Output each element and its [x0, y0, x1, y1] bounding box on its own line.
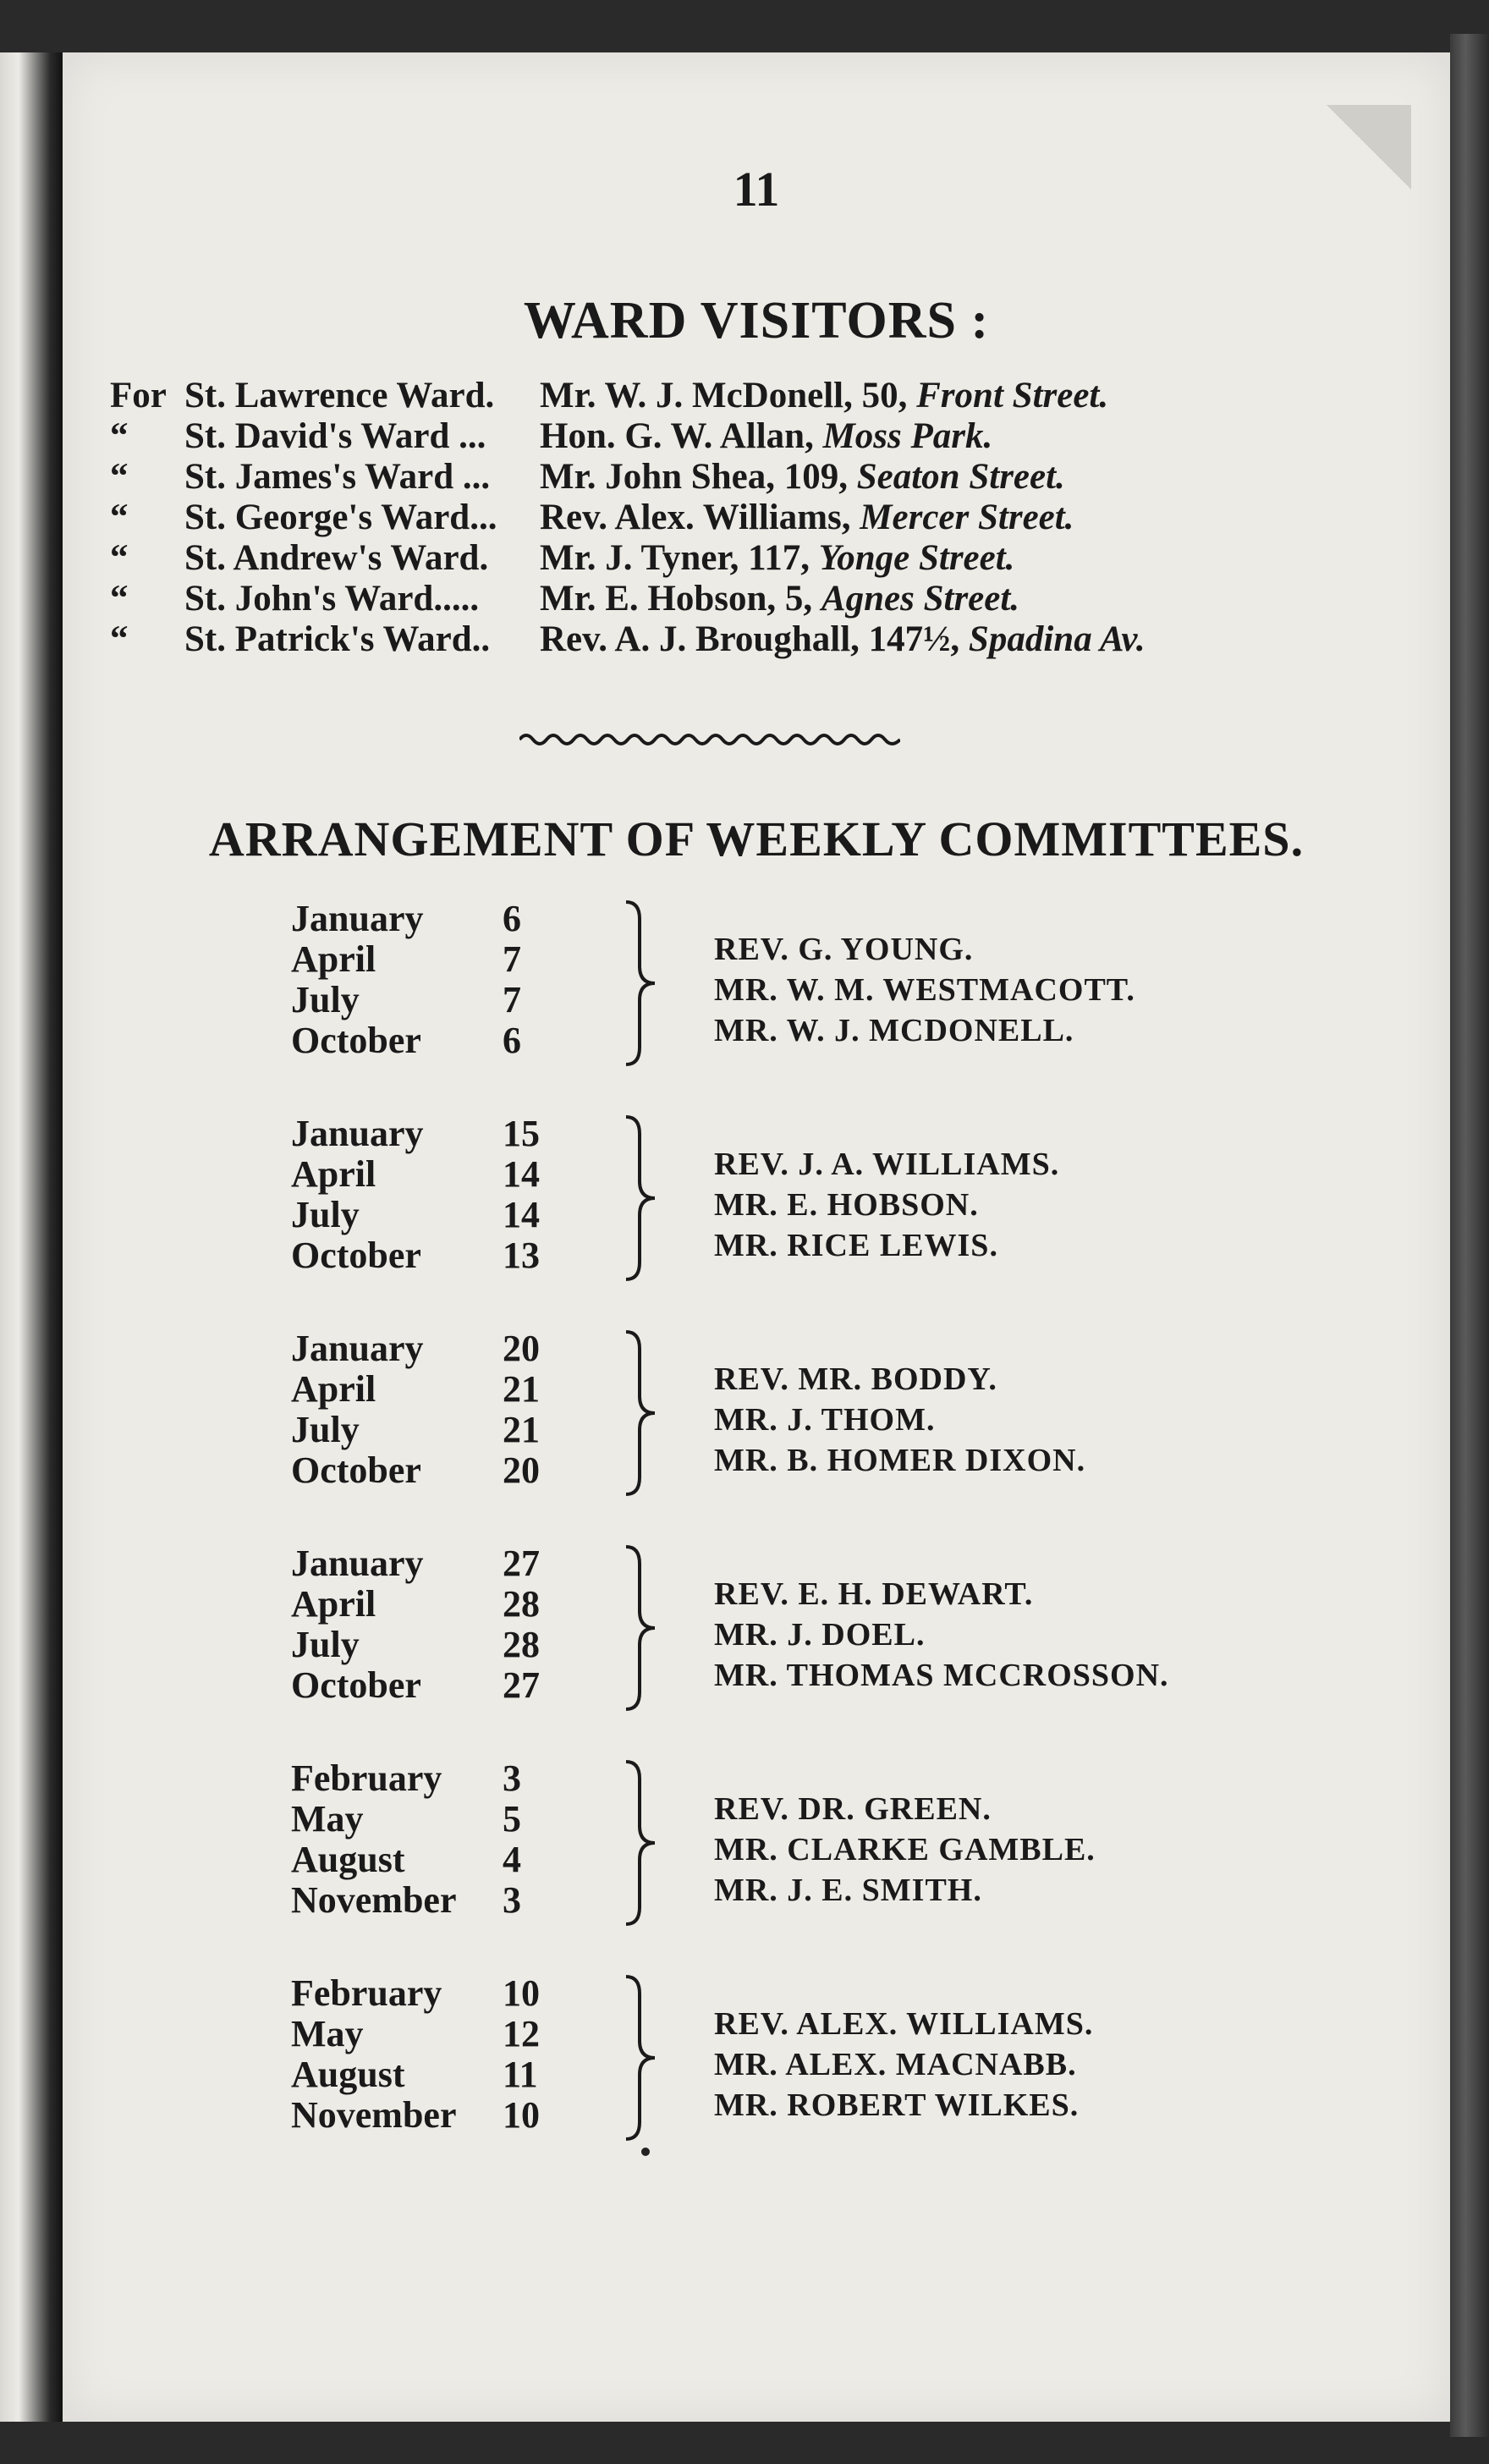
- visitor-name: Mr. J. Tyner, 117,: [540, 538, 819, 578]
- weekly-committees-heading: ARRANGEMENT OF WEEKLY COMMITTEES.: [208, 811, 1305, 866]
- day: 13: [503, 1235, 540, 1276]
- row-lead: “: [110, 416, 129, 456]
- committee-group: [291, 1328, 1222, 1532]
- month: October: [291, 1020, 421, 1061]
- day: 6: [503, 1020, 521, 1061]
- committee-dates: [291, 1543, 596, 1706]
- day: 10: [503, 2094, 540, 2136]
- visitor-name: Mr. John Shea, 109,: [540, 457, 857, 497]
- committee-members: [714, 1359, 1085, 1481]
- member: MR. CLARKE GAMBLE.: [714, 1832, 1096, 1867]
- end-dot: [641, 2148, 650, 2156]
- month: November: [291, 2094, 457, 2136]
- date-row: [291, 1543, 596, 1584]
- curly-brace: [621, 1114, 663, 1283]
- member: MR. THOMAS MCCROSSON.: [714, 1658, 1169, 1693]
- member: REV. E. H. DEWART.: [714, 1576, 1034, 1612]
- row-lead: “: [110, 498, 129, 537]
- committee-members: [714, 1789, 1096, 1911]
- day: 21: [503, 1409, 540, 1450]
- curly-brace: [621, 1328, 663, 1498]
- month: July: [291, 979, 360, 1020]
- book-page: [63, 52, 1450, 2422]
- day: 14: [503, 1153, 540, 1195]
- member: MR. ROBERT WILKES.: [714, 2087, 1080, 2123]
- committee-group: [291, 1758, 1222, 1961]
- committee-dates: [291, 899, 596, 1061]
- month: October: [291, 1449, 421, 1491]
- day: 28: [503, 1583, 540, 1625]
- row-lead: “: [110, 579, 129, 619]
- ward-name: St. David's Ward ...: [184, 416, 486, 456]
- member: MR. J. DOEL.: [714, 1617, 926, 1653]
- ward-name: St. James's Ward ...: [184, 457, 491, 497]
- month: April: [291, 1583, 376, 1625]
- visitor-name: Hon. G. W. Allan,: [540, 416, 823, 456]
- month: January: [291, 1328, 424, 1369]
- page-number: 11: [733, 162, 780, 217]
- visitor-name: Mr. E. Hobson, 5,: [540, 579, 821, 619]
- curly-brace: [621, 1973, 663, 2142]
- date-row: [291, 980, 596, 1020]
- visitor-name: Rev. A. J. Broughall, 147½,: [540, 619, 969, 659]
- month: October: [291, 1235, 421, 1276]
- day: 7: [503, 979, 521, 1020]
- ward-visitor-row: [110, 376, 1430, 416]
- ward-visitors-heading: WARD VISITORS :: [523, 292, 990, 349]
- visitor-name: Mr. W. J. McDonell, 50,: [540, 376, 917, 415]
- ward-name: St. George's Ward...: [184, 498, 497, 537]
- date-row: [291, 1758, 596, 1799]
- member: REV. G. YOUNG.: [714, 932, 974, 967]
- month: August: [291, 2054, 405, 2095]
- day: 5: [503, 1798, 521, 1840]
- date-row: [291, 899, 596, 939]
- binding-edge: [0, 52, 63, 2422]
- ward-visitor-row: [110, 416, 1430, 457]
- date-row: [291, 1328, 596, 1369]
- date-row: [291, 2014, 596, 2054]
- page-edge-shadow: [1450, 34, 1489, 2437]
- month: January: [291, 898, 424, 939]
- date-row: [291, 1195, 596, 1235]
- date-row: [291, 1584, 596, 1625]
- member: REV. DR. GREEN.: [714, 1791, 992, 1827]
- month: April: [291, 1153, 376, 1195]
- committee-group: [291, 899, 1222, 1102]
- ward-name: St. Patrick's Ward..: [184, 619, 491, 659]
- day: 20: [503, 1328, 540, 1369]
- month: July: [291, 1194, 360, 1235]
- month: May: [291, 1798, 364, 1840]
- ward-visitor-row: [110, 538, 1430, 579]
- member: REV. J. A. WILLIAMS.: [714, 1147, 1060, 1182]
- visitor-address: Moss Park.: [822, 416, 993, 456]
- day: 7: [503, 938, 521, 980]
- committee-group: [291, 1543, 1222, 1746]
- committee-dates: [291, 1328, 596, 1491]
- date-row: [291, 1665, 596, 1706]
- ward-visitor-row: [110, 457, 1430, 498]
- committee-dates: [291, 1114, 596, 1276]
- committee-members: [714, 1144, 1059, 1266]
- date-row: [291, 1973, 596, 2014]
- day: 15: [503, 1113, 540, 1154]
- visitor-address: Mercer Street.: [860, 498, 1074, 537]
- committee-members: [714, 2004, 1093, 2126]
- day: 4: [503, 1839, 521, 1880]
- member: REV. ALEX. WILLIAMS.: [714, 2006, 1094, 2042]
- day: 14: [503, 1194, 540, 1235]
- month: July: [291, 1624, 360, 1665]
- ward-visitors-list: [110, 376, 1430, 660]
- date-row: [291, 1020, 596, 1061]
- date-row: [291, 1369, 596, 1410]
- month: November: [291, 1879, 457, 1921]
- month: April: [291, 1368, 376, 1410]
- month: July: [291, 1409, 360, 1450]
- month: February: [291, 1757, 442, 1799]
- date-row: [291, 939, 596, 980]
- row-lead: “: [110, 457, 129, 497]
- month: May: [291, 2013, 364, 2054]
- month: January: [291, 1113, 424, 1154]
- month: October: [291, 1664, 421, 1706]
- ward-visitor-row: [110, 619, 1430, 660]
- visitor-address: Seaton Street.: [856, 457, 1065, 497]
- date-row: [291, 1625, 596, 1665]
- date-row: [291, 1235, 596, 1276]
- visitor-name: Rev. Alex. Williams,: [540, 498, 860, 537]
- month: January: [291, 1543, 424, 1584]
- visitor-address: Front Street.: [916, 376, 1109, 415]
- ward-name: St. John's Ward.....: [184, 579, 480, 619]
- month: April: [291, 938, 376, 980]
- day: 6: [503, 898, 521, 939]
- date-row: [291, 1450, 596, 1491]
- day: 12: [503, 2013, 540, 2054]
- date-row: [291, 1880, 596, 1921]
- ward-visitor-row: [110, 579, 1430, 619]
- committee-members: [714, 929, 1135, 1051]
- curly-brace: [621, 899, 663, 1068]
- visitor-address: Agnes Street.: [821, 579, 1020, 619]
- date-row: [291, 2054, 596, 2095]
- month: February: [291, 1972, 442, 2014]
- day: 11: [503, 2054, 538, 2095]
- ward-name: St. Andrew's Ward.: [184, 538, 489, 578]
- member: MR. W. M. WESTMACOTT.: [714, 972, 1135, 1008]
- visitor-address: Yonge Street.: [818, 538, 1015, 578]
- member: MR. B. HOMER DIXON.: [714, 1443, 1086, 1478]
- member: MR. RICE LEWIS.: [714, 1228, 998, 1263]
- day: 28: [503, 1624, 540, 1665]
- date-row: [291, 1154, 596, 1195]
- day: 3: [503, 1757, 521, 1799]
- day: 27: [503, 1543, 540, 1584]
- member: MR. W. J. MCDONELL.: [714, 1013, 1074, 1048]
- month: August: [291, 1839, 405, 1880]
- day: 10: [503, 1972, 540, 2014]
- committee-members: [714, 1574, 1169, 1696]
- day: 3: [503, 1879, 521, 1921]
- date-row: [291, 2095, 596, 2136]
- day: 21: [503, 1368, 540, 1410]
- committee-dates: [291, 1758, 596, 1921]
- date-row: [291, 1799, 596, 1840]
- curly-brace: [621, 1543, 663, 1713]
- committee-group: [291, 1114, 1222, 1317]
- date-row: [291, 1114, 596, 1154]
- curly-brace: [621, 1758, 663, 1928]
- wavy-divider: [519, 729, 900, 750]
- folded-corner: [1327, 105, 1411, 190]
- committee-dates: [291, 1973, 596, 2136]
- member: MR. ALEX. MACNABB.: [714, 2047, 1077, 2082]
- member: REV. MR. BODDY.: [714, 1361, 997, 1397]
- ward-name: St. Lawrence Ward.: [184, 376, 495, 415]
- member: MR. J. THOM.: [714, 1402, 936, 1438]
- date-row: [291, 1840, 596, 1880]
- committee-group: [291, 1973, 1222, 2176]
- member: MR. E. HOBSON.: [714, 1187, 979, 1223]
- member: MR. J. E. SMITH.: [714, 1873, 982, 1908]
- ward-visitor-row: [110, 498, 1430, 538]
- day: 20: [503, 1449, 540, 1491]
- date-row: [291, 1410, 596, 1450]
- row-lead: “: [110, 538, 129, 578]
- visitor-address: Spadina Av.: [968, 619, 1146, 659]
- row-lead: “: [110, 619, 129, 659]
- day: 27: [503, 1664, 540, 1706]
- row-lead: For: [110, 376, 167, 415]
